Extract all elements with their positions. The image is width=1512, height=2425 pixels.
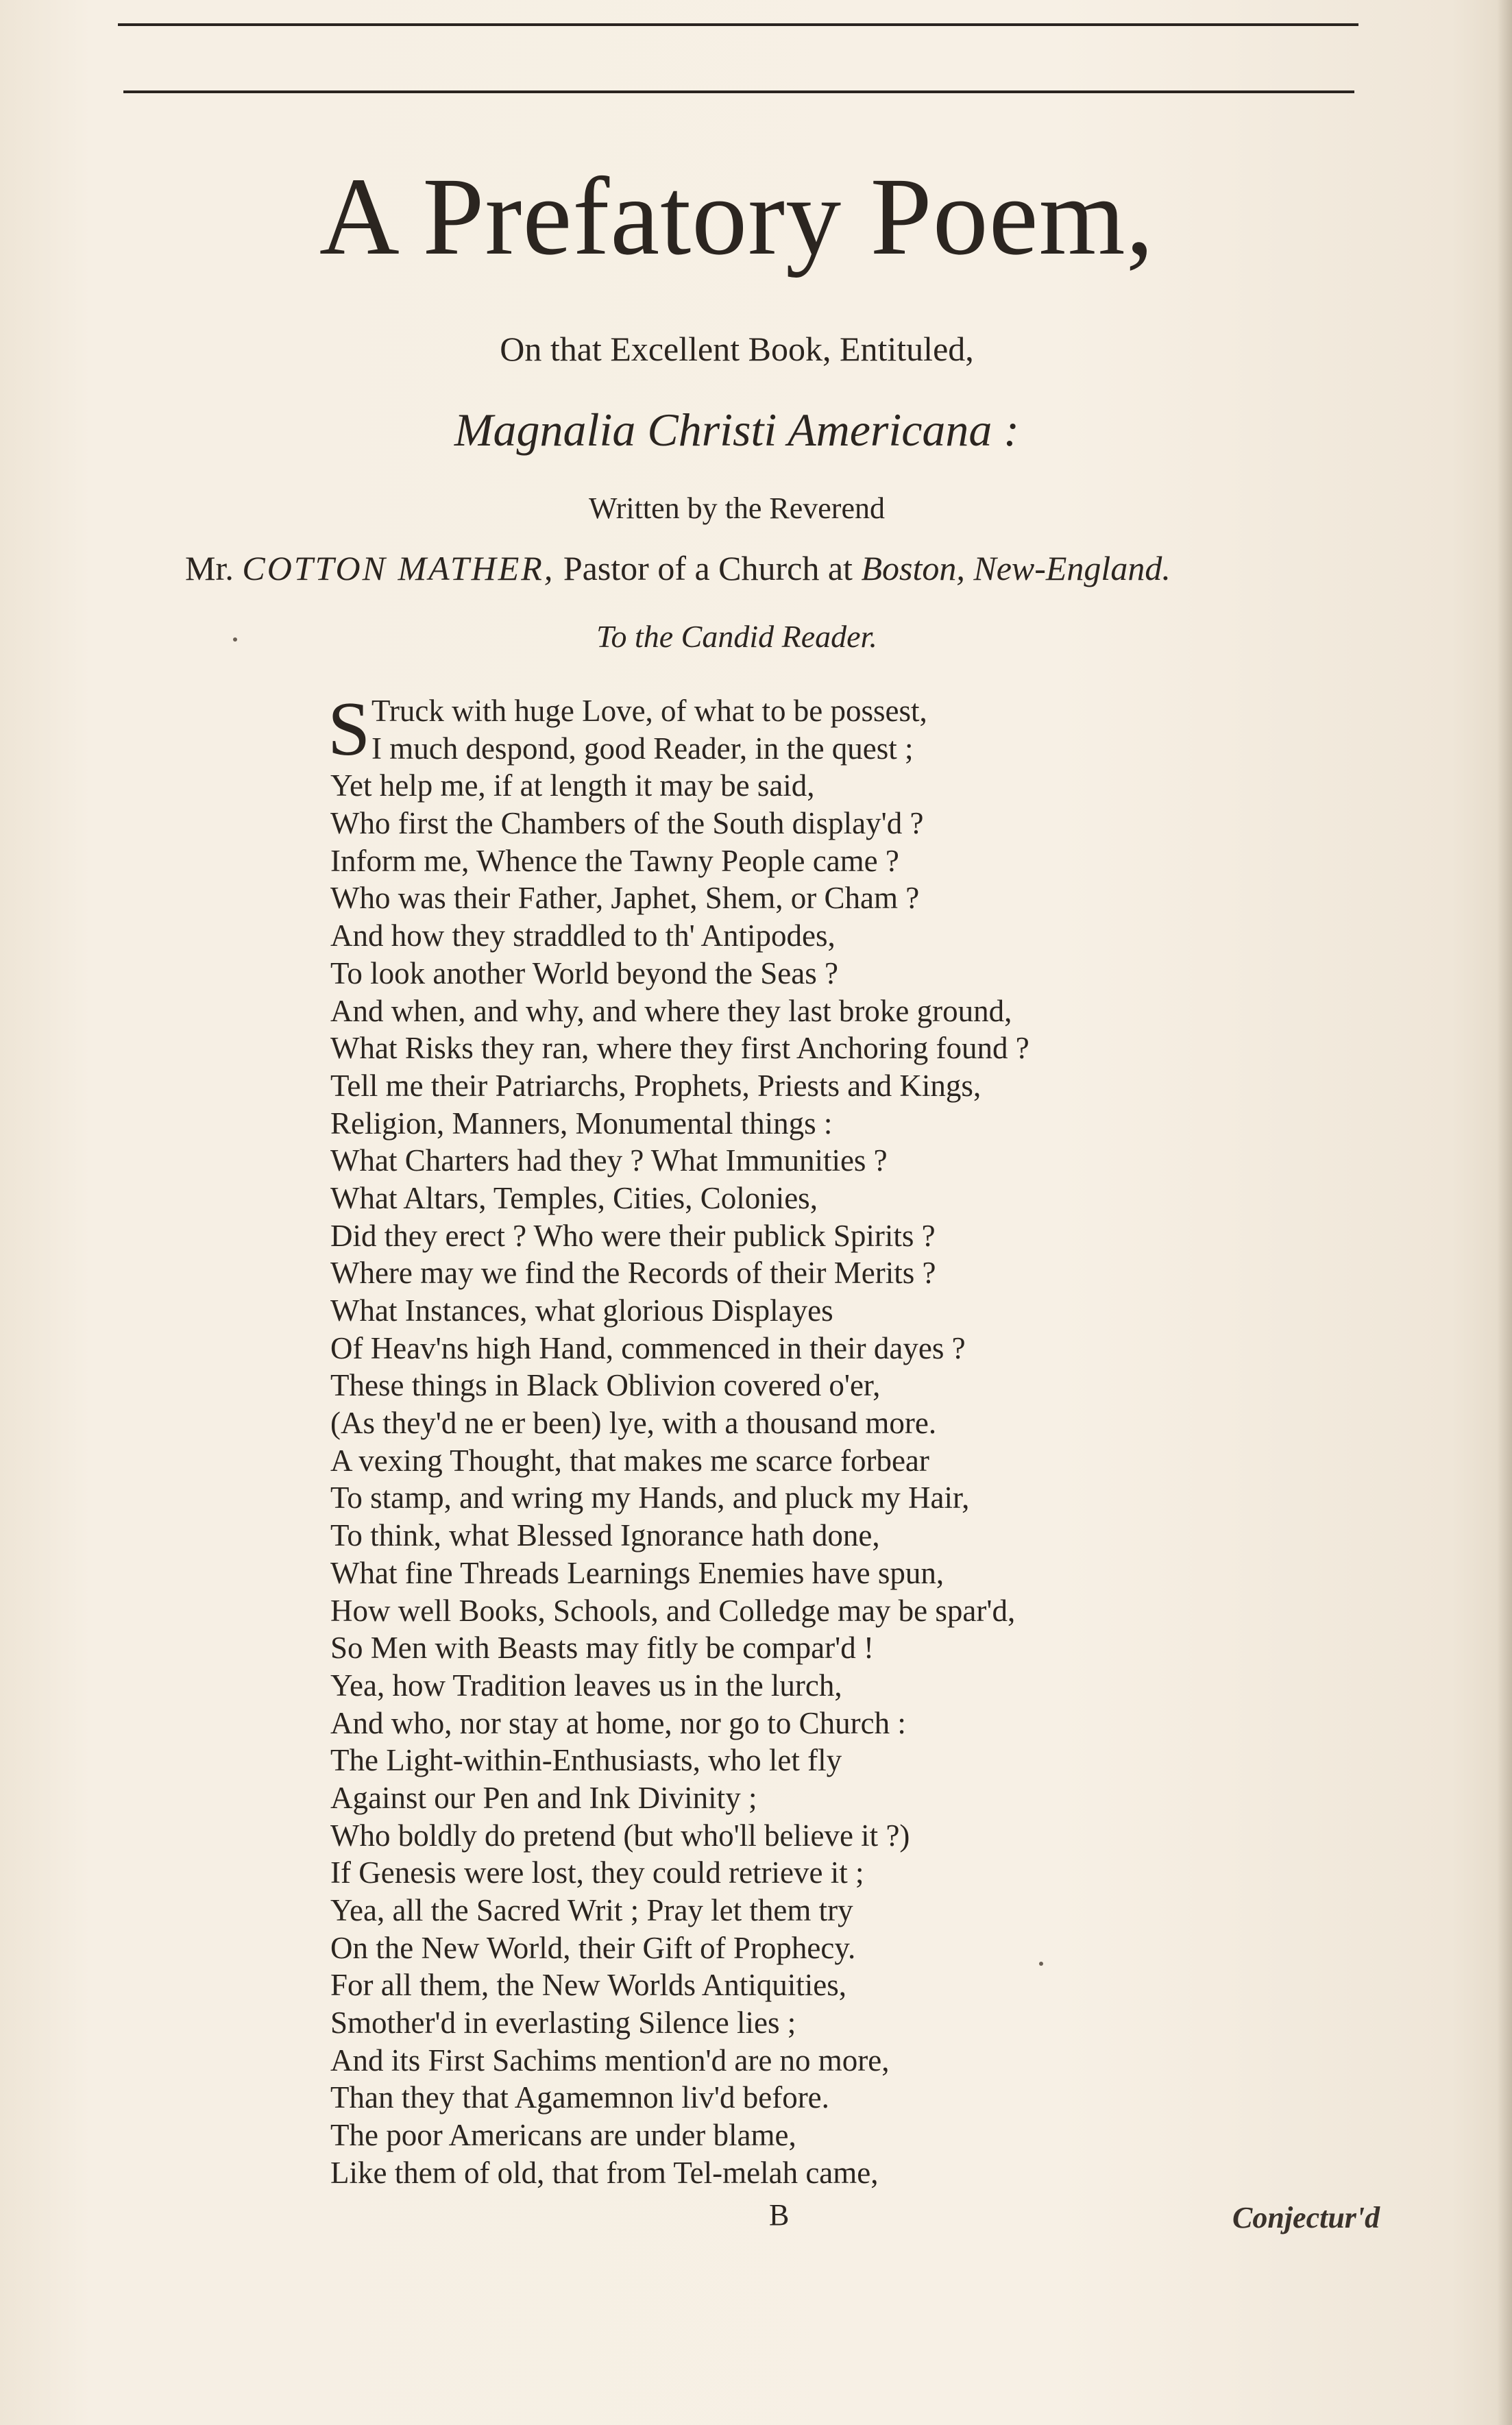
poem-line: Smother'd in everlasting Silence lies ; [330, 2006, 796, 2040]
author-prefix: Mr. [185, 549, 243, 587]
poem-line: I much despond, good Reader, in the quest ; [371, 731, 914, 766]
poem-line: And its First Sachims mention'd are no more, [330, 2043, 890, 2077]
poem-line: Who was their Father, Japhet, Shem, or Cham ? [330, 881, 920, 916]
poem-line: What fine Threads Learnings Enemies have spun, [330, 1555, 944, 1590]
poem [328, 687, 1194, 2192]
poem-line: Yea, how Tradition leaves us in the lurch, [330, 1668, 842, 1703]
page-edge-shadow [1497, 0, 1512, 2425]
poem-line: Of Heav'ns high Hand, commenced in their dayes ? [330, 1330, 966, 1365]
poem-line: These things in Black Oblivion covered o'er, [330, 1368, 881, 1403]
drop-cap: S [328, 687, 371, 772]
author-name: COTTON MATHER, [242, 549, 555, 587]
poem-line: How well Books, Schools, and Colledge may be spar'd, [330, 1593, 1016, 1628]
header-rule [123, 90, 1354, 93]
poem-line: Yet help me, if at length it may be said, [330, 768, 815, 803]
page-title: A Prefatory Poem, [319, 156, 1155, 278]
poem-line: Truck with huge Love, of what to be possest, [371, 694, 927, 728]
poem-line: Who boldly do pretend (but who'll believe it ?) [330, 1818, 910, 1853]
poem-line: Did they erect ? Who were their publick Spirits ? [330, 1218, 936, 1253]
top-rule [118, 23, 1358, 26]
poem-line: Like them of old, that from Tel-melah came, [330, 2155, 879, 2190]
poem-line: A vexing Thought, that makes me scarce forbear [330, 1443, 929, 1478]
poem-line: So Men with Beasts may fitly be compar'd ! [330, 1631, 874, 1666]
author-line [185, 548, 1309, 588]
subtitle: On that Excellent Book, Entituled, [500, 330, 974, 368]
poem-line: Where may we find the Records of their Merits ? [330, 1256, 936, 1291]
book-title: Magnalia Christi Americana : [454, 404, 1020, 456]
poem-line: What Risks they ran, where they first Anchoring found ? [330, 1031, 1029, 1066]
poem-line: And who, nor stay at home, nor go to Church : [330, 1705, 906, 1740]
written-by: Written by the Reverend [589, 491, 885, 525]
ink-speck [1039, 1962, 1043, 1966]
poem-line: Yea, all the Sacred Writ ; Pray let them try [330, 1893, 853, 1927]
poem-line: Tell me their Patriarchs, Prophets, Priests and Kings, [330, 1068, 981, 1103]
poem-line: To think, what Blessed Ignorance hath done, [330, 1518, 880, 1553]
author-role: Pastor of a Church at [554, 549, 862, 587]
poem-line: (As they'd ne er been) lye, with a thousand more. [330, 1406, 937, 1441]
poem-line: Inform me, Whence the Tawny People came ? [330, 843, 899, 878]
poem-line: The Light-within-Enthusiasts, who let fly [330, 1743, 842, 1778]
poem-line: Than they that Agamemnon liv'd before. [330, 2080, 829, 2115]
author-place: Boston, New-England. [861, 549, 1171, 587]
catchword: Conjectur'd [1232, 2201, 1380, 2234]
dedication: To the Candid Reader. [596, 619, 877, 654]
poem-line: And how they straddled to th' Antipodes, [330, 918, 836, 953]
poem-line: The poor Americans are under blame, [330, 2118, 796, 2153]
poem-line: For all them, the New Worlds Antiquities, [330, 1968, 846, 2003]
poem-line: Against our Pen and Ink Divinity ; [330, 1780, 757, 1815]
poem-line: What Charters had they ? What Immunities ? [330, 1143, 888, 1178]
signature-mark: B [769, 2198, 790, 2232]
poem-line: Who first the Chambers of the South display'd ? [330, 806, 924, 841]
poem-line: What Instances, what glorious Displayes [330, 1293, 833, 1328]
poem-line: To look another World beyond the Seas ? [330, 955, 838, 990]
poem-line: What Altars, Temples, Cities, Colonies, [330, 1180, 818, 1215]
poem-line: Religion, Manners, Monumental things : [330, 1106, 833, 1141]
poem-line: If Genesis were lost, they could retrieve it ; [330, 1855, 864, 1890]
poem-line: To stamp, and wring my Hands, and pluck my Hair, [330, 1480, 970, 1515]
poem-line: And when, and why, and where they last broke ground, [330, 993, 1012, 1028]
poem-line: On the New World, their Gift of Prophecy. [330, 1930, 856, 1965]
ink-speck [233, 637, 237, 642]
